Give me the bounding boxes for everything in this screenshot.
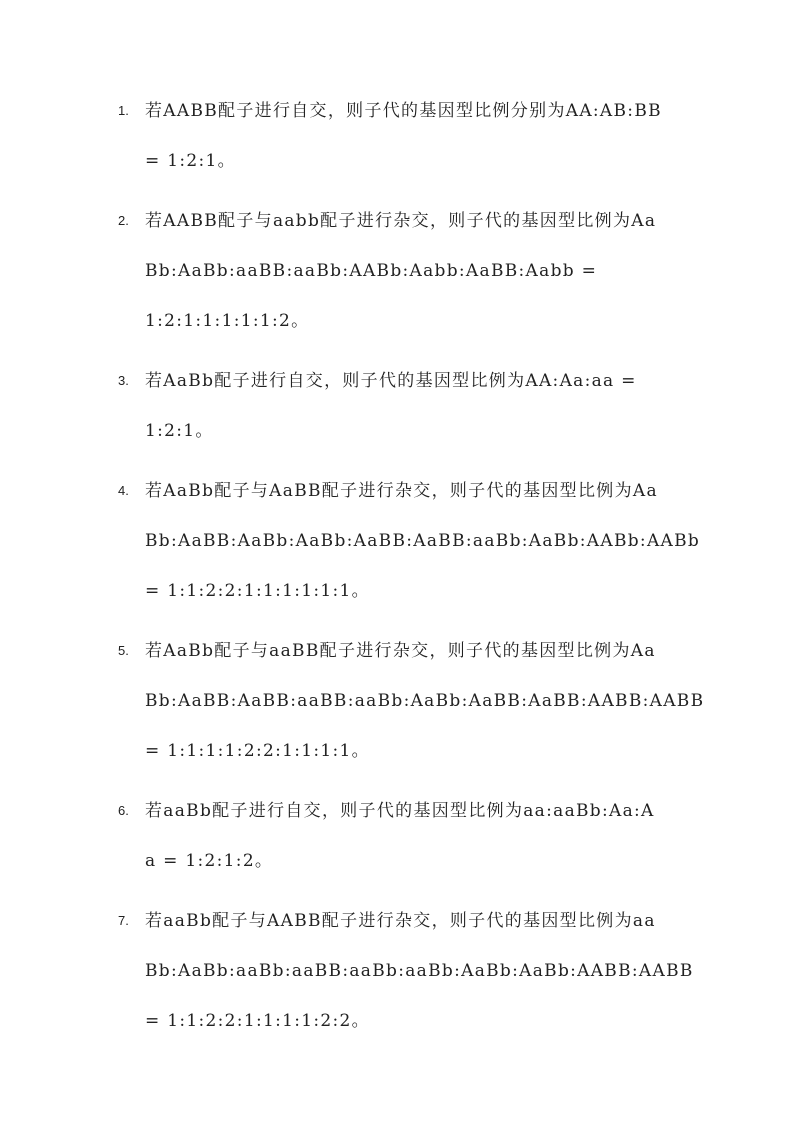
item-text-line: 若aaBb配子与AABB配子进行杂交，则子代的基因型比例为aa (145, 911, 656, 931)
item-text-line: 若AaBb配子进行自交，则子代的基因型比例为AA:Aa:aa = (145, 371, 637, 391)
item-text-line: 若AaBb配子与aaBB配子进行杂交，则子代的基因型比例为Aa (145, 641, 656, 661)
item-text-line: Bb:AaBB:AaBB:aaBB:aaBb:AaBb:AaBB:AaBB:AABB:AABB (145, 691, 705, 711)
item-text-line: 1:2:1。 (145, 421, 214, 441)
item-text-line: 若AaBb配子与AaBB配子进行杂交，则子代的基因型比例为Aa (145, 481, 658, 501)
item-text-line: = 1:2:1。 (145, 151, 236, 171)
item-text-line: 若AABB配子进行自交，则子代的基因型比例分别为AA:AB:BB (145, 101, 662, 121)
item-number: 6. (118, 803, 129, 818)
item-text-line: Bb:AaBb:aaBB:aaBb:AABb:Aabb:AaBB:Aabb = (145, 261, 598, 281)
item-number: 7. (118, 913, 129, 928)
item-number: 4. (118, 483, 129, 498)
item-text-line: Bb:AaBb:aaBb:aaBB:aaBb:aaBb:AaBb:AaBb:AABB:AABB (145, 961, 694, 981)
item-number: 5. (118, 643, 129, 658)
item-text-line: 若aaBb配子进行自交，则子代的基因型比例为aa:aaBb:Aa:A (145, 801, 655, 821)
item-text-line: = 1:1:2:2:1:1:1:1:1:1。 (145, 581, 370, 601)
item-number: 3. (118, 373, 129, 388)
item-text-line: a = 1:2:1:2。 (145, 851, 274, 871)
item-text-line: = 1:1:2:2:1:1:1:1:2:2。 (145, 1011, 370, 1031)
item-text-line: Bb:AaBB:AaBb:AaBb:AaBB:AaBB:aaBb:AaBb:AABb:AABb (145, 531, 701, 551)
item-number: 2. (118, 213, 129, 228)
item-text-line: 1:2:1:1:1:1:1:2。 (145, 311, 310, 331)
item-text-line: 若AABB配子与aabb配子进行杂交，则子代的基因型比例为Aa (145, 211, 657, 231)
item-text-line: = 1:1:1:1:2:2:1:1:1:1。 (145, 741, 370, 761)
item-number: 1. (118, 103, 129, 118)
